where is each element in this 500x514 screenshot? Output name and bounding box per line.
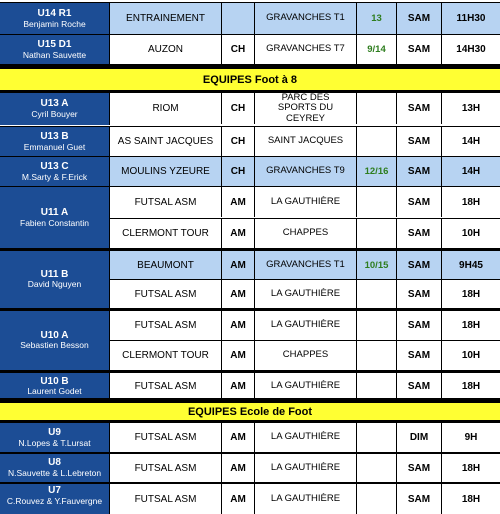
day-cell: SAM	[397, 187, 442, 217]
table-row	[0, 92, 500, 124]
team-cell	[0, 157, 110, 187]
score-cell	[357, 484, 397, 514]
team-code: U15 D1	[37, 39, 72, 51]
table-row	[110, 279, 500, 308]
opponent-cell: BEAUMONT	[110, 251, 222, 279]
location-cell	[222, 3, 255, 34]
location-cell: AM	[222, 454, 255, 482]
team-cell	[0, 251, 110, 308]
score-cell	[357, 219, 397, 248]
day-cell: SAM	[397, 3, 442, 34]
table-row	[0, 2, 500, 34]
time-cell: 18H	[461, 462, 481, 474]
location-cell: CH	[222, 157, 255, 186]
team-group	[0, 308, 500, 370]
day-cell: SAM	[397, 219, 442, 248]
venue-cell: LA GAUTHIÈRE	[255, 423, 357, 452]
time-cell: 9H	[464, 432, 478, 443]
day-cell: SAM	[397, 157, 442, 186]
table-row	[0, 370, 500, 400]
day-cell: SAM	[397, 35, 442, 64]
venue-cell: CHAPPES	[255, 341, 357, 370]
opponent-cell: AS SAINT JACQUES	[110, 127, 222, 156]
location-cell: CH	[222, 127, 255, 156]
coach-name: C.Rouvez & Y.Fauvergne	[6, 495, 103, 506]
score-cell	[357, 341, 397, 370]
table-row	[0, 482, 500, 506]
coach-name: Cyril Bouyer	[31, 108, 78, 119]
location-cell: AM	[222, 187, 255, 217]
score-cell	[357, 454, 397, 482]
day-cell: SAM	[397, 311, 442, 340]
venue-cell: LA GAUTHIÈRE	[255, 187, 357, 217]
opponent-cell: CLERMONT TOUR	[110, 219, 222, 248]
table-row	[110, 187, 500, 217]
table-row	[110, 218, 500, 248]
venue-cell: SAINT JACQUES	[255, 127, 357, 156]
team-cell	[0, 187, 110, 249]
time-cell: 18H	[461, 493, 481, 505]
coach-name: Benjamin Roche	[23, 18, 86, 29]
location-cell: AM	[222, 423, 255, 452]
time-cell: 10H	[461, 350, 481, 361]
section-title: EQUIPES Foot à 8	[202, 73, 298, 86]
team-code: U13 C	[40, 161, 69, 173]
table-row	[0, 34, 500, 64]
opponent-cell: MOULINS YZEURE	[110, 157, 222, 186]
section-title: EQUIPES Ecole de Foot	[187, 405, 313, 418]
score-cell: 10/15	[357, 251, 397, 279]
time-cell: 18H	[461, 381, 481, 392]
time-cell: 14H	[461, 136, 481, 147]
coach-name: Laurent Godet	[27, 386, 82, 397]
table-row	[0, 156, 500, 186]
time-cell: 13H	[461, 103, 481, 114]
coach-name: David Nguyen	[27, 279, 82, 290]
table-row	[110, 340, 500, 370]
day-cell: DIM	[397, 423, 442, 452]
team-code: U14 R1	[37, 8, 72, 20]
day-cell: SAM	[397, 251, 442, 279]
table-row	[0, 126, 500, 156]
day-cell: SAM	[397, 484, 442, 514]
opponent-cell: RIOM	[110, 93, 222, 124]
team-group	[0, 186, 500, 249]
team-cell	[0, 3, 110, 35]
location-cell: AM	[222, 280, 255, 308]
venue-cell: GRAVANCHES T9	[255, 157, 357, 186]
team-cell	[0, 93, 110, 125]
venue-cell: PARC DES SPORTS DU CEYREY	[255, 93, 357, 124]
location-cell: AM	[222, 341, 255, 370]
coach-name: Sebastien Besson	[20, 340, 89, 351]
team-cell	[0, 311, 110, 370]
coach-name: N.Sauvette & L.Lebreton	[7, 467, 102, 478]
team-code: U11 A	[40, 207, 69, 219]
opponent-cell: AUZON	[110, 35, 222, 64]
day-cell: SAM	[397, 280, 442, 308]
time-cell: 18H	[461, 288, 481, 300]
location-cell: AM	[222, 251, 255, 279]
time-cell: 9H45	[442, 251, 500, 279]
score-cell	[357, 373, 397, 400]
venue-cell: GRAVANCHES T1	[255, 251, 357, 279]
section-header	[0, 68, 500, 92]
team-group	[0, 248, 500, 308]
venue-cell: LA GAUTHIÈRE	[255, 484, 357, 514]
time-cell: 10H	[461, 228, 481, 239]
opponent-cell: FUTSAL ASM	[110, 280, 222, 308]
coach-name: Emmanuel Guet	[23, 141, 86, 152]
team-cell	[0, 484, 110, 514]
day-cell: SAM	[397, 454, 442, 482]
team-cell	[0, 373, 110, 400]
time-cell: 18H	[461, 320, 481, 331]
team-code: U8	[48, 457, 61, 469]
score-cell	[357, 311, 397, 340]
venue-cell: LA GAUTHIÈRE	[255, 311, 357, 340]
opponent-cell: CLERMONT TOUR	[110, 341, 222, 370]
team-code: U11 B	[40, 268, 69, 280]
opponent-cell: FUTSAL ASM	[110, 484, 222, 514]
team-cell	[0, 35, 110, 65]
location-cell: AM	[222, 373, 255, 400]
team-code: U10 A	[40, 329, 69, 341]
day-cell: SAM	[397, 373, 442, 400]
team-code: U13 B	[40, 131, 69, 143]
table-row	[0, 452, 500, 482]
location-cell: AM	[222, 484, 255, 514]
table-row	[0, 422, 500, 452]
venue-cell: GRAVANCHES T7	[255, 35, 357, 64]
score-cell: 9/14	[357, 35, 397, 64]
team-cell	[0, 423, 110, 453]
location-cell: AM	[222, 219, 255, 248]
location-cell: AM	[222, 311, 255, 340]
opponent-cell: FUTSAL ASM	[110, 311, 222, 340]
location-cell: CH	[222, 93, 255, 124]
team-code: U7	[48, 485, 61, 496]
score-cell	[357, 423, 397, 452]
table-row	[110, 251, 500, 279]
day-cell: SAM	[397, 127, 442, 156]
opponent-cell: FUTSAL ASM	[110, 187, 222, 217]
opponent-cell: FUTSAL ASM	[110, 454, 222, 482]
score-cell	[357, 127, 397, 156]
time-cell: 11H30	[442, 3, 500, 34]
coach-name: M.Sarty & F.Erick	[21, 171, 88, 182]
coach-name: N.Lopes & T.Lursat	[18, 437, 91, 448]
venue-cell: CHAPPES	[255, 219, 357, 248]
location-cell: CH	[222, 35, 255, 64]
venue-cell: LA GAUTHIÈRE	[255, 454, 357, 482]
score-cell	[357, 280, 397, 308]
day-cell: SAM	[397, 93, 442, 124]
score-cell: 12/16	[357, 157, 397, 186]
section-header	[0, 402, 500, 422]
coach-name: Fabien Constantin	[20, 217, 89, 228]
opponent-cell: FUTSAL ASM	[110, 373, 222, 400]
venue-cell: LA GAUTHIÈRE	[255, 280, 357, 308]
opponent-cell: ENTRAINEMENT	[110, 3, 222, 34]
team-cell	[0, 454, 110, 482]
time-cell: 18H	[461, 196, 481, 208]
team-code: U10 B	[40, 375, 69, 387]
opponent-cell: FUTSAL ASM	[110, 423, 222, 452]
coach-name: Nathan Sauvette	[22, 49, 87, 60]
score-cell	[357, 187, 397, 217]
venue-cell: LA GAUTHIÈRE	[255, 373, 357, 400]
score-cell: 13	[357, 3, 397, 34]
score-cell	[357, 93, 397, 124]
day-cell: SAM	[397, 341, 442, 370]
team-code: U9	[48, 427, 61, 439]
time-cell: 14H	[442, 157, 500, 186]
team-cell	[0, 127, 110, 157]
venue-cell: GRAVANCHES T1	[255, 3, 357, 34]
time-cell: 14H30	[456, 44, 486, 55]
team-code: U13 A	[40, 98, 69, 110]
table-row	[110, 311, 500, 340]
